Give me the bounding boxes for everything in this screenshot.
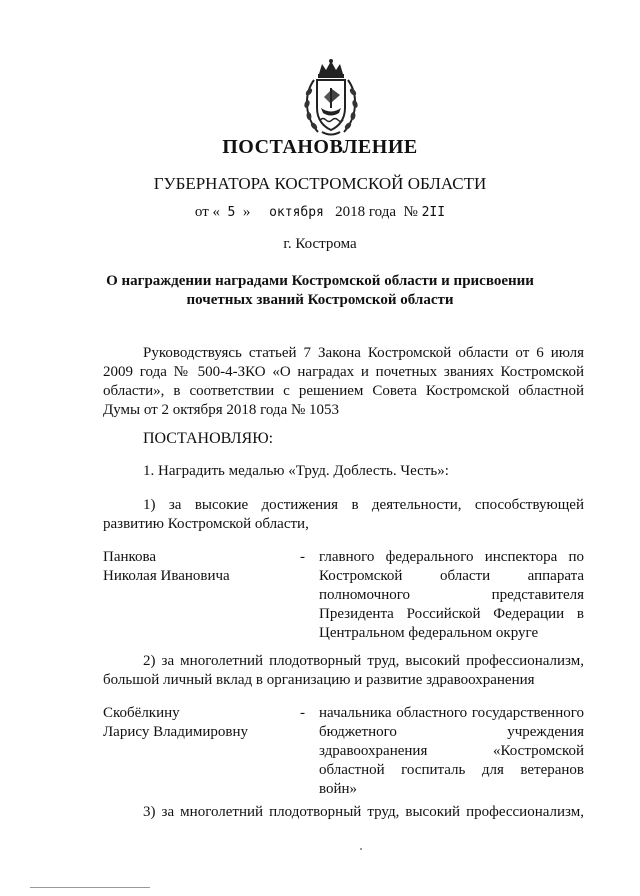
decree-word: ПОСТАНОВЛЯЮ: bbox=[143, 430, 274, 447]
heading-line-2: почетных званий Костромской области bbox=[186, 292, 454, 308]
date-day: 5 bbox=[227, 205, 236, 220]
preamble-paragraph: Руководствуясь статьей 7 Закона Костромской области от 6 июля 2009 года № 500-4-ЗКО «О наградах и почетных званиях Костромской области», в соответствии с решением Совета Костромской областной Думы от 2 октября 2018 года № 1053 bbox=[103, 345, 584, 418]
document-title: ПОСТАНОВЛЕНИЕ bbox=[222, 136, 418, 158]
date-prefix: от « bbox=[194, 204, 221, 220]
document-heading bbox=[0, 272, 640, 310]
awardee-2-given-name: Ларису Владимировну bbox=[103, 724, 249, 740]
heading-line-1: О награждении наградами Костромской области и присвоении bbox=[106, 273, 534, 289]
subclause-1: 1) за высокие достижения в деятельности, способствующей развитию Костромской области, bbox=[103, 497, 584, 532]
date-close-quote: » bbox=[242, 204, 251, 220]
footer-rule bbox=[30, 887, 150, 888]
document-issuer: ГУБЕРНАТОРА КОСТРОМСКОЙ ОБЛАСТИ bbox=[153, 174, 487, 193]
number-sign: № bbox=[403, 204, 418, 220]
awardee-2-surname: Скобёлкину bbox=[103, 705, 180, 721]
awardee-1-dash: - bbox=[300, 549, 305, 565]
awardee-2-dash: - bbox=[300, 705, 305, 721]
city-line: г. Кострома bbox=[283, 236, 357, 252]
scan-speck bbox=[360, 848, 362, 850]
document-number: 2II bbox=[421, 205, 446, 220]
awardee-2-name bbox=[103, 704, 303, 742]
clause-1: 1. Наградить медалью «Труд. Доблесть. Честь»: bbox=[143, 463, 449, 479]
date-month: октября bbox=[269, 205, 324, 220]
awardee-1-position: главного федерального инспектора по Костромской области аппарата полномочного представителя Президента Российской Федерации в Центральном федеральном округе bbox=[319, 549, 584, 641]
awardee-2-position: начальника областного государственного бюджетного учреждения здравоохранения «Костромской областной госпиталь для ветеранов войн» bbox=[319, 705, 584, 797]
subclause-2: 2) за многолетний плодотворный труд, высокий профессионализм, большой личный вклад в организацию и развитие здравоохранения bbox=[103, 653, 584, 688]
subclause-3: 3) за многолетний плодотворный труд, высокий профессионализм, bbox=[143, 804, 584, 820]
date-year: 2018 года bbox=[335, 204, 397, 220]
date-line bbox=[0, 204, 640, 221]
awardee-1-name bbox=[103, 548, 303, 586]
awardee-1-surname: Панкова bbox=[103, 549, 157, 565]
awardee-1-given-name: Николая Ивановича bbox=[103, 568, 230, 584]
coat-of-arms-icon bbox=[300, 58, 362, 140]
